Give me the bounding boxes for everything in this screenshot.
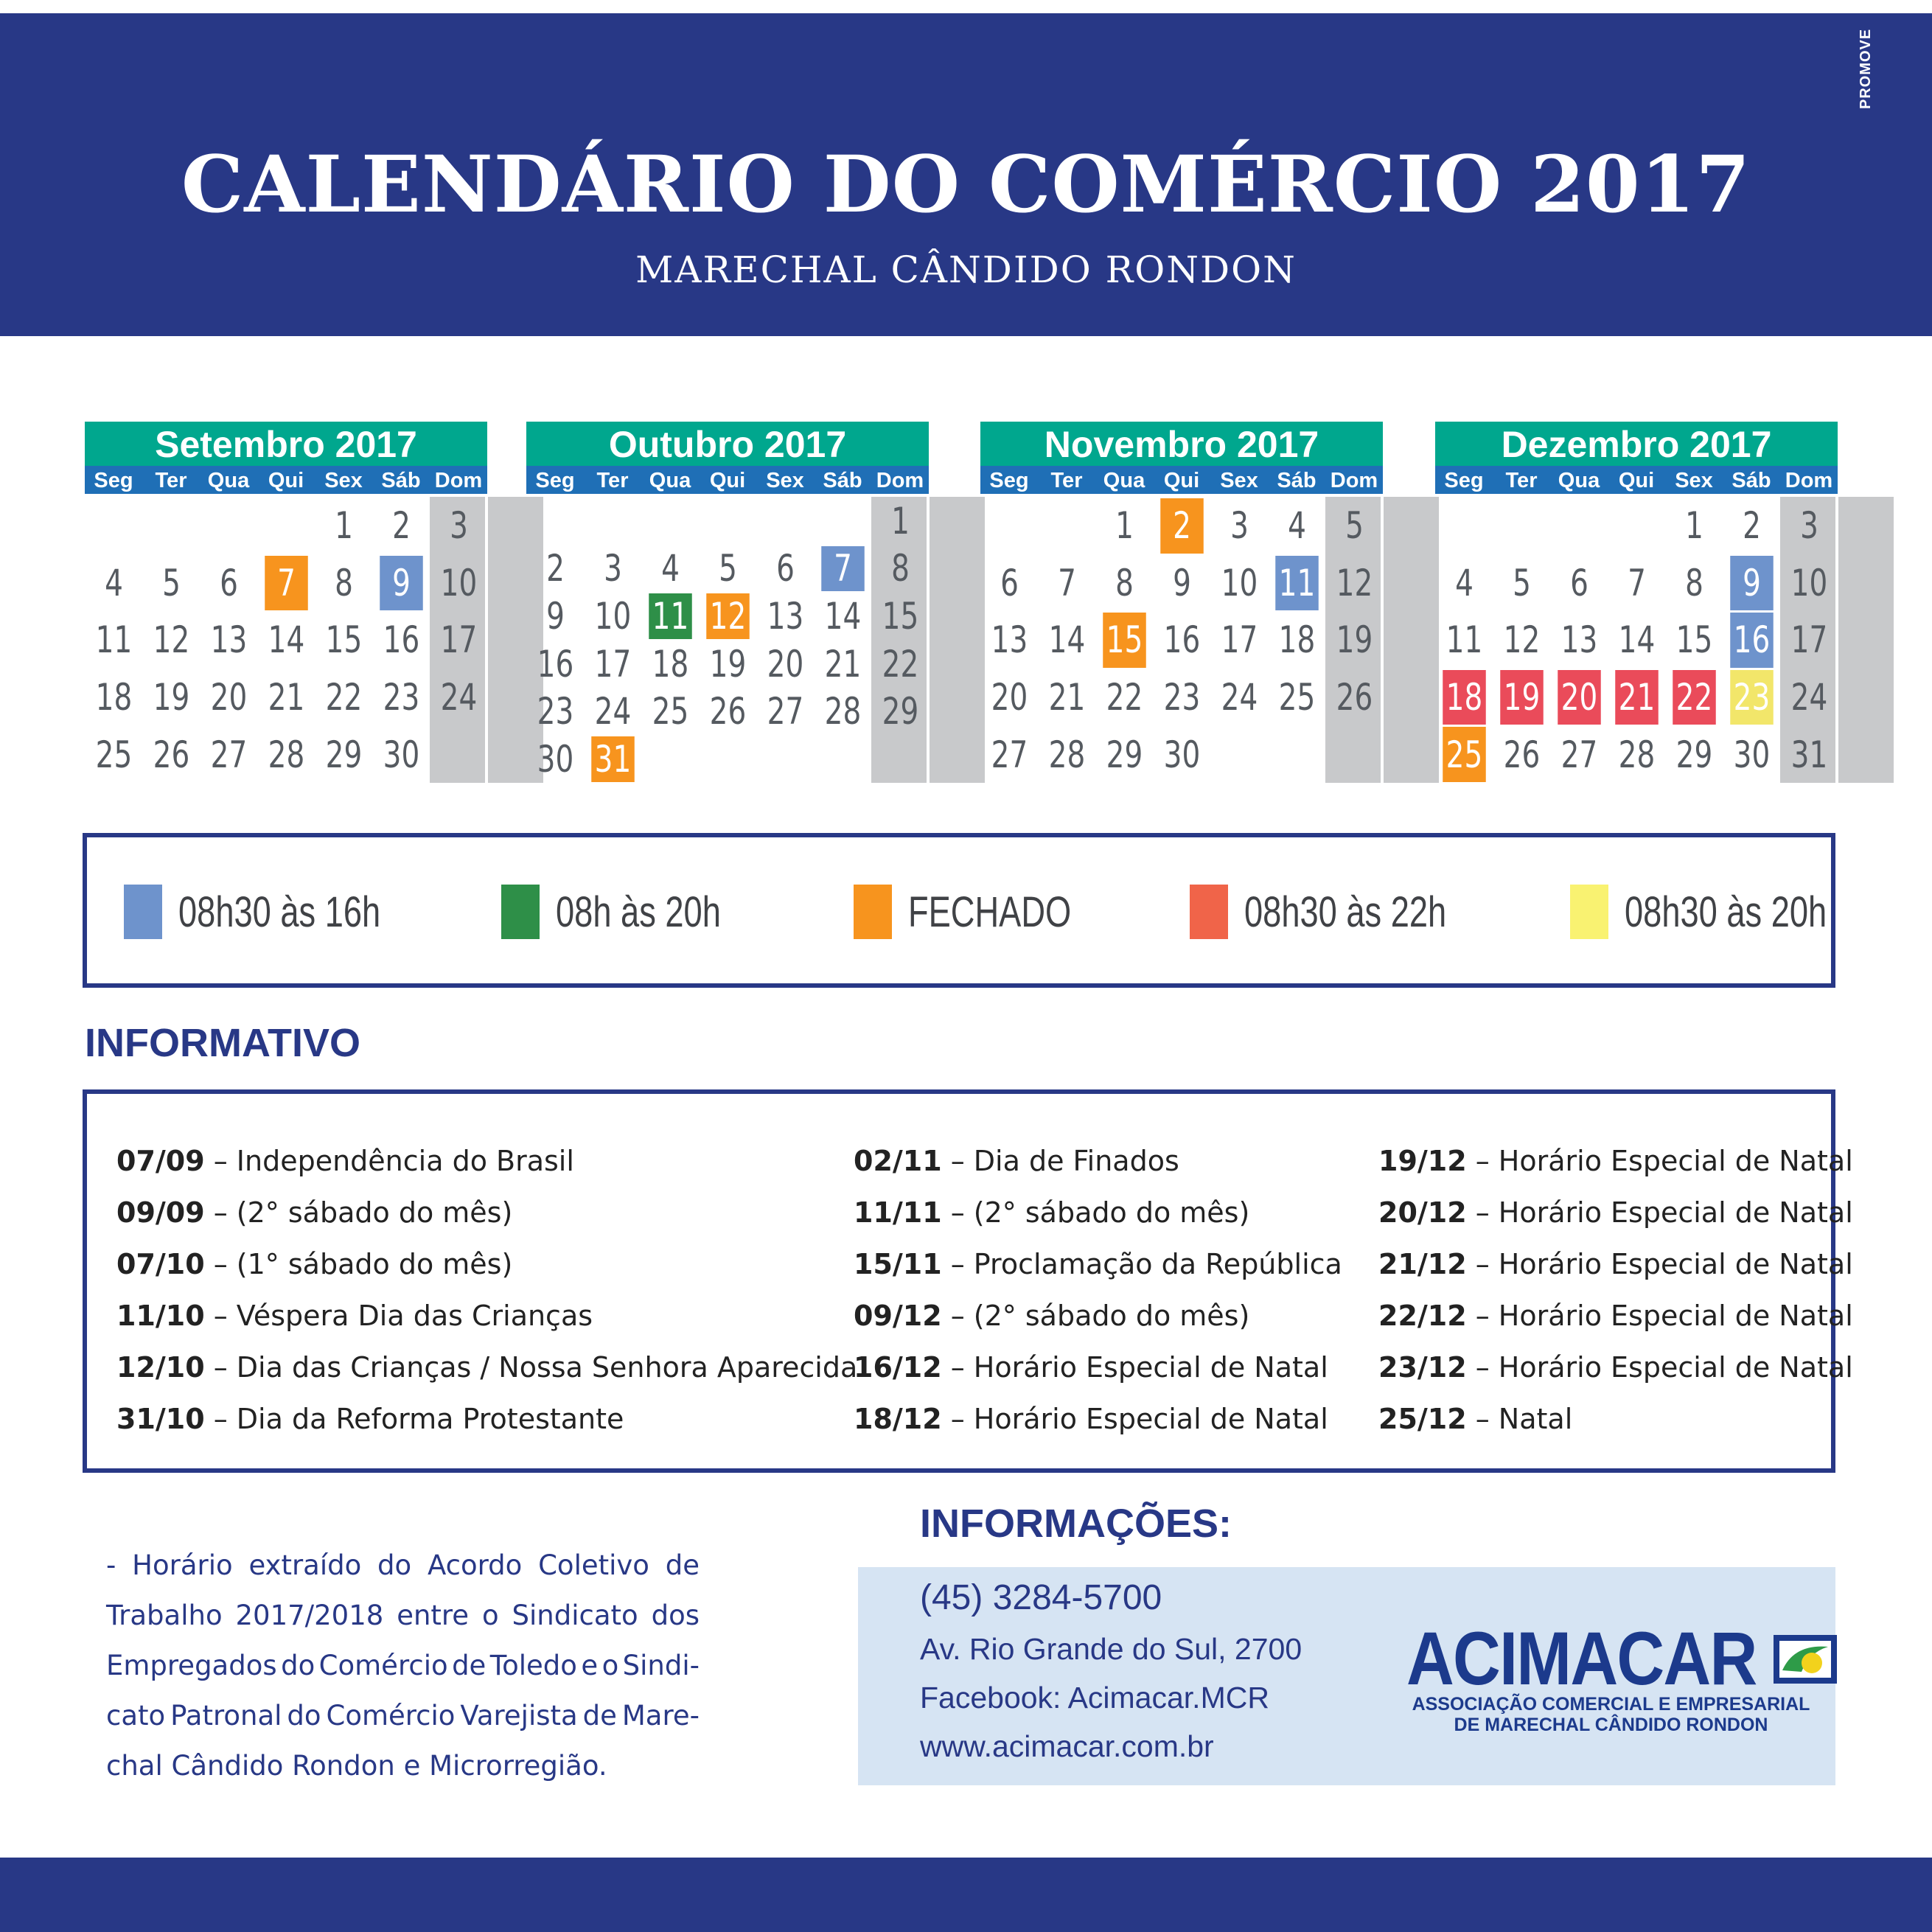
informativo-item xyxy=(116,1342,857,1393)
informativo-text: – Horário Especial de Natal xyxy=(1466,1351,1853,1384)
day-cell: 11 xyxy=(1445,618,1483,662)
informativo-date: 07/10 xyxy=(116,1248,205,1280)
day-cell: 6 xyxy=(1000,561,1019,604)
weekday-label: Ter xyxy=(1505,469,1538,492)
month-title: Setembro 2017 xyxy=(85,422,487,466)
informativo-date: 22/12 xyxy=(1378,1300,1467,1332)
footnote-line: chal Cândido Rondon e Microrregião. xyxy=(106,1750,607,1782)
informativo-text: – (2° sábado do mês) xyxy=(941,1196,1250,1229)
informativo-date: 20/12 xyxy=(1378,1196,1467,1229)
day-cell: 4 xyxy=(661,547,680,590)
informativo-text: – Natal xyxy=(1466,1403,1573,1435)
footnote-word: de xyxy=(582,1700,617,1732)
informativo-item xyxy=(116,1290,857,1342)
informativo-item xyxy=(1378,1290,1853,1342)
day-cell: 23 xyxy=(1163,676,1201,719)
day-cell: 13 xyxy=(1560,618,1598,662)
weekday-label: Sáb xyxy=(1732,469,1771,492)
day-cell: 19 xyxy=(1336,618,1373,662)
informativo-item xyxy=(116,1393,857,1445)
day-cell: 25 xyxy=(1443,727,1486,782)
informativo-date: 09/09 xyxy=(116,1196,205,1229)
footnote-word: Empregados xyxy=(106,1650,277,1681)
weekday-label: Qui xyxy=(1618,469,1655,492)
logo-subtitle-line2: DE MARECHAL CÂNDIDO RONDON xyxy=(1454,1715,1768,1735)
informativo-item xyxy=(1378,1135,1853,1187)
day-cell: 12 xyxy=(1503,618,1541,662)
legend-label: FECHADO xyxy=(908,887,1072,936)
weekday-label: Ter xyxy=(1050,469,1083,492)
day-cell: 8 xyxy=(1115,561,1134,604)
day-cell: 13 xyxy=(991,618,1028,662)
weekday-label: Seg xyxy=(989,469,1029,492)
day-cell: 20 xyxy=(1558,670,1601,725)
day-cell: 17 xyxy=(440,618,478,662)
promove-label: PROMOVE xyxy=(1858,28,1874,109)
footnote-word: Mare- xyxy=(621,1700,700,1732)
day-cell: 14 xyxy=(1618,618,1656,662)
footnote-word: 2017/2018 xyxy=(235,1600,384,1631)
day-cell: 20 xyxy=(210,676,248,719)
footnote-line xyxy=(106,1591,700,1641)
informativo-item xyxy=(854,1135,1342,1187)
day-cell: 24 xyxy=(594,690,632,733)
day-cell: 22 xyxy=(1106,676,1143,719)
contact-phone: (45) 3284-5700 xyxy=(920,1578,1162,1617)
legend-swatch xyxy=(501,885,540,939)
day-cell: 8 xyxy=(891,547,910,590)
day-cell: 31 xyxy=(1790,733,1828,776)
acimacar-logo-icon xyxy=(1772,1633,1838,1685)
day-cell: 2 xyxy=(392,504,411,548)
informativo-date: 25/12 xyxy=(1378,1403,1467,1435)
footnote-line xyxy=(106,1691,700,1741)
day-cell: 29 xyxy=(1106,733,1143,776)
day-cell: 25 xyxy=(95,733,133,776)
day-cell: 6 xyxy=(1570,561,1589,604)
footnote-word: o xyxy=(601,1650,619,1681)
footnote-word: Comércio xyxy=(318,1650,448,1681)
weekday-label: Sáb xyxy=(823,469,862,492)
day-cell: 1 xyxy=(891,499,910,543)
month-calendar xyxy=(1435,422,1838,783)
day-cell: 9 xyxy=(546,595,565,638)
legend-swatch xyxy=(854,885,892,939)
weekday-label: Qua xyxy=(1558,469,1600,492)
day-cell: 22 xyxy=(325,676,363,719)
day-cell: 18 xyxy=(652,642,689,686)
legend-swatch xyxy=(1190,885,1228,939)
informativo-item xyxy=(1378,1342,1853,1393)
weekday-header xyxy=(1435,466,1838,494)
days-grid xyxy=(85,494,487,783)
day-cell: 9 xyxy=(1730,556,1774,611)
footnote-word: cato xyxy=(106,1700,166,1732)
weekend-column xyxy=(930,497,985,783)
day-cell: 29 xyxy=(882,690,919,733)
legend-item-blue xyxy=(124,885,438,939)
day-cell: 23 xyxy=(1730,670,1774,725)
day-cell: 24 xyxy=(1221,676,1258,719)
logo-subtitle-line1: ASSOCIAÇÃO COMERCIAL E EMPRESARIAL xyxy=(1412,1694,1810,1715)
day-cell: 23 xyxy=(537,690,574,733)
informativo-item xyxy=(854,1187,1342,1238)
informativo-title: INFORMATIVO xyxy=(85,1021,360,1065)
footnote-word: extraído xyxy=(248,1549,362,1581)
month-title: Dezembro 2017 xyxy=(1435,422,1838,466)
acimacar-logo-text: ACIMACAR xyxy=(1406,1617,1757,1701)
day-cell: 20 xyxy=(767,642,804,686)
day-cell: 26 xyxy=(1336,676,1373,719)
day-cell: 8 xyxy=(1685,561,1703,604)
weekday-label: Seg xyxy=(1444,469,1484,492)
footnote xyxy=(106,1541,700,1791)
footnote-word: Sindi- xyxy=(622,1650,700,1681)
day-cell: 2 xyxy=(546,547,565,590)
day-cell: 21 xyxy=(268,676,305,719)
day-cell: 1 xyxy=(1115,504,1134,548)
informativo-date: 31/10 xyxy=(116,1403,205,1435)
weekday-label: Qua xyxy=(649,469,691,492)
legend-swatch xyxy=(124,885,162,939)
footnote-line xyxy=(106,1641,700,1691)
day-cell: 21 xyxy=(1615,670,1659,725)
footnote-word: entre xyxy=(397,1600,470,1631)
footnote-word: Coletivo xyxy=(538,1549,649,1581)
day-cell: 14 xyxy=(268,618,305,662)
informativo-text: – Horário Especial de Natal xyxy=(941,1403,1328,1435)
day-cell: 27 xyxy=(210,733,248,776)
informativo-text: – Horário Especial de Natal xyxy=(1466,1196,1853,1229)
informativo-date: 11/10 xyxy=(116,1300,205,1332)
day-cell: 15 xyxy=(1103,613,1146,668)
weekday-header xyxy=(526,466,929,494)
day-cell: 14 xyxy=(824,595,862,638)
weekday-label: Dom xyxy=(434,469,483,492)
day-cell: 5 xyxy=(719,547,737,590)
day-cell: 20 xyxy=(991,676,1028,719)
weekday-label: Sex xyxy=(324,469,363,492)
day-cell: 21 xyxy=(824,642,862,686)
day-cell: 16 xyxy=(537,642,574,686)
weekday-label: Sex xyxy=(766,469,804,492)
informativo-date: 23/12 xyxy=(1378,1351,1467,1384)
day-cell: 28 xyxy=(1618,733,1656,776)
day-cell: 15 xyxy=(882,595,919,638)
day-cell: 9 xyxy=(380,556,423,611)
day-cell: 18 xyxy=(1443,670,1486,725)
weekday-label: Ter xyxy=(596,469,629,492)
footnote-word: dos xyxy=(651,1600,700,1631)
day-cell: 5 xyxy=(1513,561,1531,604)
weekday-label: Seg xyxy=(94,469,133,492)
weekday-label: Qua xyxy=(207,469,250,492)
legend-swatch xyxy=(1570,885,1608,939)
informativo-item xyxy=(1378,1393,1853,1445)
footnote-line xyxy=(106,1541,700,1591)
footnote-word: do xyxy=(287,1700,321,1732)
informativo-date: 16/12 xyxy=(854,1351,942,1384)
weekend-column xyxy=(1838,497,1894,783)
legend-item-orange xyxy=(854,885,1117,939)
contact-box xyxy=(858,1567,1835,1785)
informativo-text: – Horário Especial de Natal xyxy=(941,1351,1328,1384)
day-cell: 28 xyxy=(268,733,305,776)
informativo-item xyxy=(116,1238,857,1290)
footnote-word: Trabalho xyxy=(106,1600,223,1631)
informativo-text: – Horário Especial de Natal xyxy=(1466,1300,1853,1332)
day-cell: 19 xyxy=(1500,670,1544,725)
day-cell: 11 xyxy=(1275,556,1319,611)
informativo-date: 02/11 xyxy=(854,1145,942,1177)
day-cell: 7 xyxy=(1058,561,1076,604)
day-cell: 13 xyxy=(767,595,804,638)
informativo-column xyxy=(116,1135,857,1445)
day-cell: 7 xyxy=(1628,561,1646,604)
footnote-word: de xyxy=(665,1549,700,1581)
day-cell: 16 xyxy=(1730,613,1774,668)
day-cell: 3 xyxy=(450,504,468,548)
footnote-word: Varejista xyxy=(460,1700,578,1732)
weekday-label: Dom xyxy=(1330,469,1378,492)
footnote-word: de xyxy=(452,1650,487,1681)
informativo-date: 11/11 xyxy=(854,1196,942,1229)
day-cell: 7 xyxy=(265,556,308,611)
informativo-box xyxy=(83,1089,1853,1473)
informacoes-title: INFORMAÇÕES: xyxy=(920,1502,1232,1546)
informativo-item xyxy=(116,1187,857,1238)
weekday-label: Qui xyxy=(268,469,304,492)
page-subtitle: MARECHAL CÂNDIDO RONDON xyxy=(635,248,1297,291)
day-cell: 11 xyxy=(95,618,133,662)
informativo-text: – (2° sábado do mês) xyxy=(941,1300,1250,1332)
day-cell: 2 xyxy=(1743,504,1761,548)
informativo-item xyxy=(854,1290,1342,1342)
day-cell: 22 xyxy=(882,642,919,686)
days-grid xyxy=(1435,494,1838,783)
day-cell: 5 xyxy=(1345,504,1364,548)
day-cell: 16 xyxy=(383,618,420,662)
legend-label: 08h30 às 20h xyxy=(1625,887,1827,936)
day-cell: 30 xyxy=(1733,733,1771,776)
informativo-text: – Dia das Crianças / Nossa Senhora Aparecida xyxy=(204,1351,858,1384)
informativo-date: 12/10 xyxy=(116,1351,205,1384)
informativo-date: 09/12 xyxy=(854,1300,942,1332)
footnote-word: e xyxy=(581,1650,599,1681)
weekday-label: Seg xyxy=(535,469,575,492)
month-calendar xyxy=(980,422,1383,783)
day-cell: 12 xyxy=(1336,561,1373,604)
informativo-text: – (2° sábado do mês) xyxy=(204,1196,513,1229)
day-cell: 13 xyxy=(210,618,248,662)
day-cell: 19 xyxy=(153,676,190,719)
day-cell: 25 xyxy=(652,690,689,733)
legend-box xyxy=(83,833,1835,988)
day-cell: 5 xyxy=(162,561,181,604)
weekday-label: Qui xyxy=(709,469,746,492)
day-cell: 14 xyxy=(1048,618,1086,662)
footnote-word: Horário xyxy=(132,1549,233,1581)
legend-label: 08h30 às 22h xyxy=(1244,887,1447,936)
day-cell: 19 xyxy=(709,642,747,686)
day-cell: 27 xyxy=(1560,733,1598,776)
footnote-word: Acordo xyxy=(427,1549,523,1581)
day-cell: 30 xyxy=(1163,733,1201,776)
contact-website[interactable]: www.acimacar.com.br xyxy=(920,1729,1214,1763)
day-cell: 29 xyxy=(325,733,363,776)
day-cell: 16 xyxy=(1163,618,1201,662)
informativo-date: 18/12 xyxy=(854,1403,942,1435)
informativo-text: – Horário Especial de Natal xyxy=(1466,1248,1853,1280)
day-cell: 24 xyxy=(1790,676,1828,719)
weekday-label: Sex xyxy=(1675,469,1713,492)
day-cell: 17 xyxy=(1221,618,1258,662)
day-cell: 3 xyxy=(1230,504,1249,548)
footnote-word: Patronal xyxy=(170,1700,282,1732)
day-cell: 17 xyxy=(594,642,632,686)
informativo-item xyxy=(854,1238,1342,1290)
informativo-text: – Independência do Brasil xyxy=(204,1145,574,1177)
day-cell: 30 xyxy=(537,738,574,781)
legend-item-yellow xyxy=(1570,885,1884,939)
day-cell: 10 xyxy=(1221,561,1258,604)
informativo-text: – Horário Especial de Natal xyxy=(1466,1145,1853,1177)
day-cell: 10 xyxy=(1790,561,1828,604)
day-cell: 10 xyxy=(594,595,632,638)
informativo-item xyxy=(1378,1187,1853,1238)
informativo-column xyxy=(854,1135,1342,1445)
weekday-header xyxy=(980,466,1383,494)
day-cell: 18 xyxy=(1278,618,1316,662)
day-cell: 6 xyxy=(776,547,795,590)
day-cell: 3 xyxy=(1800,504,1818,548)
month-calendar xyxy=(85,422,487,783)
footer-bar xyxy=(0,1858,1932,1932)
day-cell: 2 xyxy=(1160,498,1204,554)
day-cell: 1 xyxy=(1685,504,1703,548)
day-cell: 28 xyxy=(824,690,862,733)
informativo-column xyxy=(1378,1135,1853,1445)
day-cell: 6 xyxy=(220,561,238,604)
footnote-word: Comércio xyxy=(326,1700,456,1732)
day-cell: 26 xyxy=(709,690,747,733)
weekday-label: Dom xyxy=(876,469,924,492)
day-cell: 15 xyxy=(1675,618,1713,662)
day-cell: 4 xyxy=(1288,504,1306,548)
weekday-label: Qua xyxy=(1103,469,1145,492)
day-cell: 11 xyxy=(649,593,692,639)
day-cell: 24 xyxy=(440,676,478,719)
day-cell: 27 xyxy=(767,690,804,733)
informativo-text: – Proclamação da República xyxy=(941,1248,1342,1280)
day-cell: 3 xyxy=(604,547,622,590)
weekend-column xyxy=(1384,497,1439,783)
informativo-date: 15/11 xyxy=(854,1248,942,1280)
day-cell: 30 xyxy=(383,733,420,776)
weekday-label: Sáb xyxy=(381,469,421,492)
day-cell: 1 xyxy=(335,504,353,548)
legend-item-red xyxy=(1190,885,1504,939)
day-cell: 26 xyxy=(153,733,190,776)
contact-facebook: Facebook: Acimacar.MCR xyxy=(920,1681,1269,1715)
weekday-label: Sáb xyxy=(1277,469,1317,492)
day-cell: 4 xyxy=(105,561,123,604)
legend-label: 08h às 20h xyxy=(556,887,721,936)
informativo-text: – Véspera Dia das Crianças xyxy=(204,1300,593,1332)
informativo-item xyxy=(116,1135,857,1187)
day-cell: 25 xyxy=(1278,676,1316,719)
legend-item-green xyxy=(501,885,767,939)
legend-label: 08h30 às 16h xyxy=(178,887,381,936)
informativo-item xyxy=(854,1393,1342,1445)
informativo-text: – Dia de Finados xyxy=(941,1145,1179,1177)
day-cell: 9 xyxy=(1173,561,1191,604)
day-cell: 28 xyxy=(1048,733,1086,776)
informativo-date: 21/12 xyxy=(1378,1248,1467,1280)
informativo-date: 07/09 xyxy=(116,1145,205,1177)
days-grid xyxy=(980,494,1383,783)
weekday-label: Ter xyxy=(155,469,187,492)
day-cell: 10 xyxy=(440,561,478,604)
page-title: CALENDÁRIO DO COMÉRCIO 2017 xyxy=(181,138,1751,230)
contact-address: Av. Rio Grande do Sul, 2700 xyxy=(920,1632,1302,1666)
day-cell: 23 xyxy=(383,676,420,719)
informativo-text: – Dia da Reforma Protestante xyxy=(204,1403,624,1435)
day-cell: 12 xyxy=(706,593,750,639)
day-cell: 7 xyxy=(821,546,865,592)
day-cell: 12 xyxy=(153,618,190,662)
weekday-label: Sex xyxy=(1220,469,1258,492)
footnote-word: do xyxy=(281,1650,315,1681)
footnote-word: Toledo xyxy=(489,1650,577,1681)
footnote-word: do xyxy=(377,1549,412,1581)
weekday-header xyxy=(85,466,487,494)
day-cell: 26 xyxy=(1503,733,1541,776)
day-cell: 27 xyxy=(991,733,1028,776)
day-cell: 8 xyxy=(335,561,353,604)
days-grid xyxy=(526,494,929,783)
day-cell: 18 xyxy=(95,676,133,719)
day-cell: 31 xyxy=(591,736,635,782)
informativo-item xyxy=(1378,1238,1853,1290)
header-banner xyxy=(0,13,1932,336)
day-cell: 15 xyxy=(325,618,363,662)
informativo-date: 19/12 xyxy=(1378,1145,1467,1177)
weekday-label: Qui xyxy=(1163,469,1200,492)
month-title: Novembro 2017 xyxy=(980,422,1383,466)
month-title: Outubro 2017 xyxy=(526,422,929,466)
day-cell: 22 xyxy=(1673,670,1716,725)
informativo-item xyxy=(854,1342,1342,1393)
day-cell: 29 xyxy=(1675,733,1713,776)
footnote-word: o xyxy=(481,1600,499,1631)
weekday-label: Dom xyxy=(1785,469,1833,492)
month-calendar xyxy=(526,422,929,783)
day-cell: 4 xyxy=(1455,561,1474,604)
footnote-word: - xyxy=(106,1549,116,1581)
day-cell: 17 xyxy=(1790,618,1828,662)
footnote-word: Sindicato xyxy=(512,1600,638,1631)
informativo-text: – (1° sábado do mês) xyxy=(204,1248,513,1280)
day-cell: 21 xyxy=(1048,676,1086,719)
